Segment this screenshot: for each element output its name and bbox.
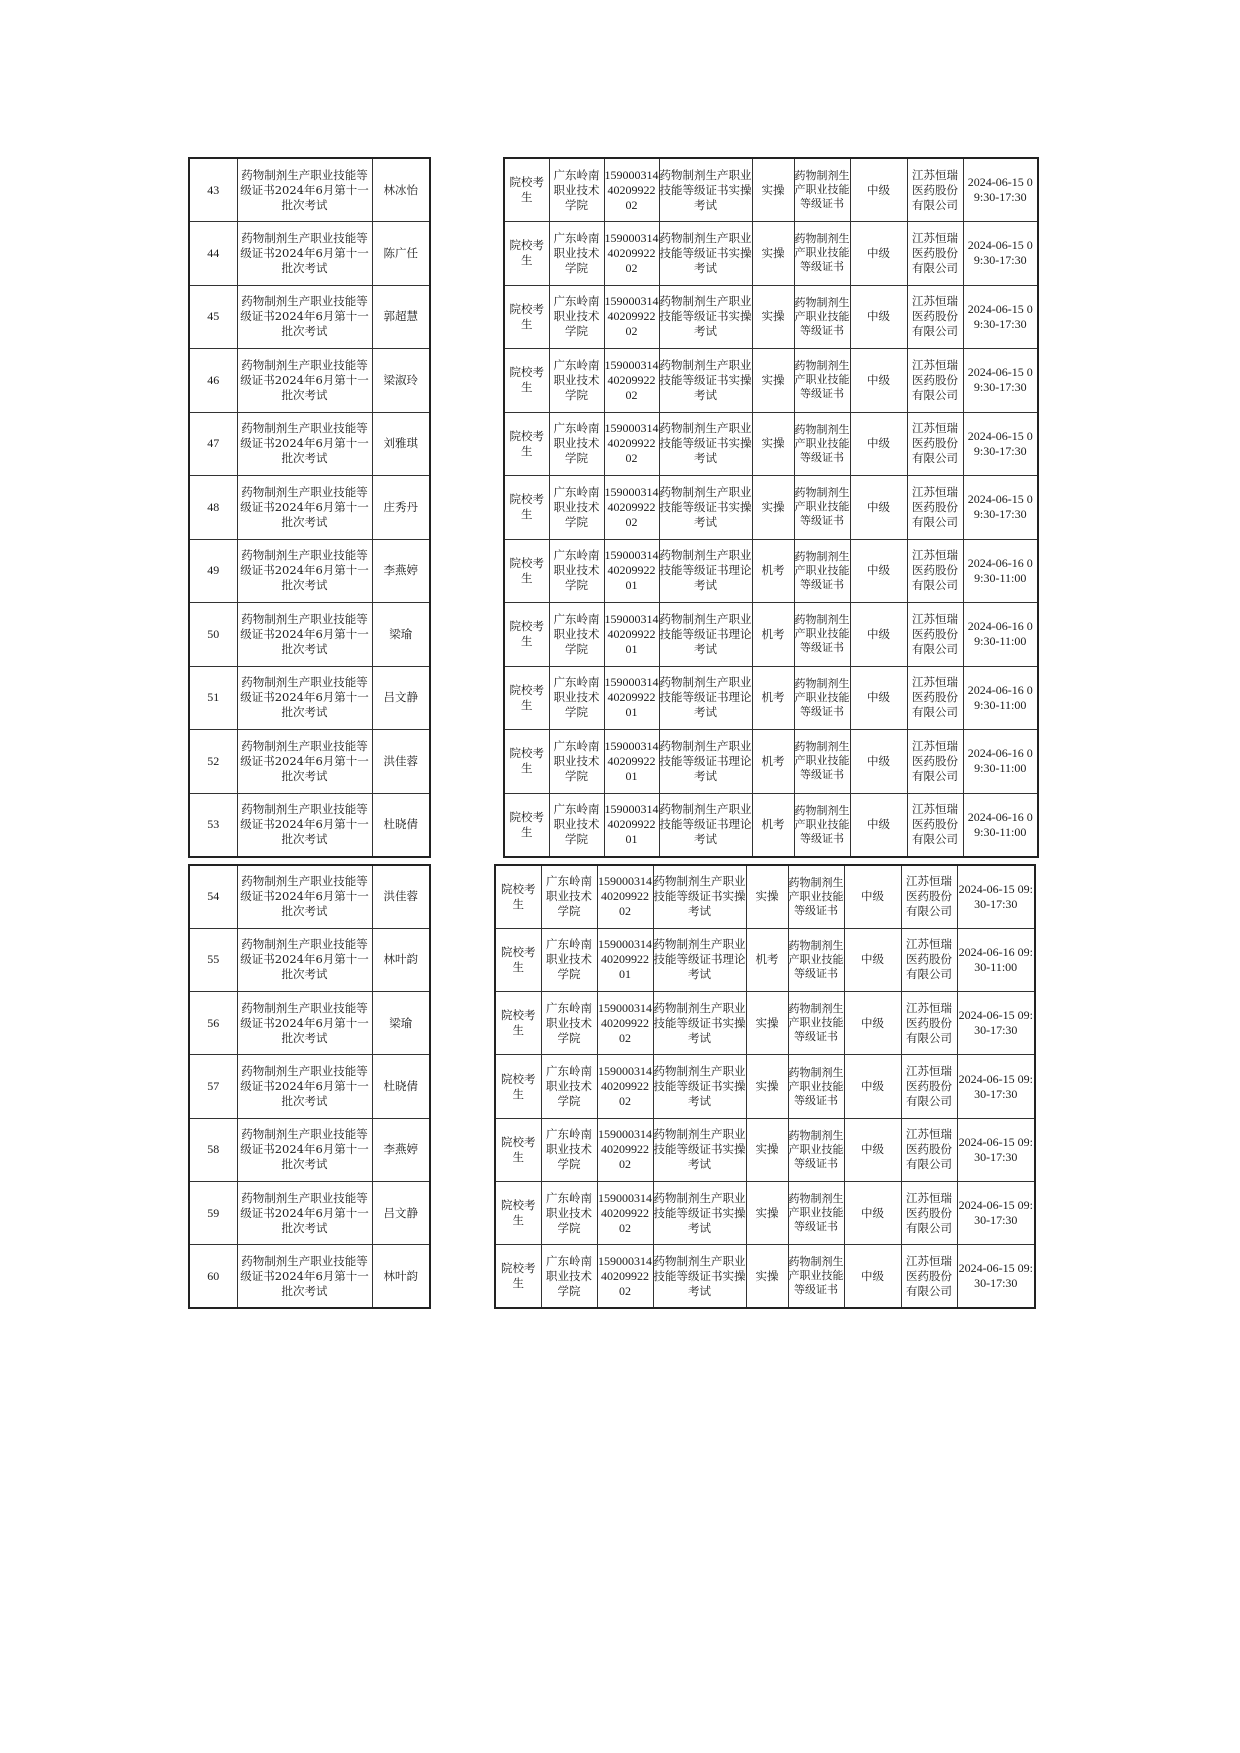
evaluation-organization: 江苏恒瑞医药股份有限公司 <box>901 992 957 1055</box>
candidate-name: 林叶韵 <box>372 928 430 991</box>
exam-subject: 药物制剂生产职业技能等级证书理论考试 <box>659 603 752 667</box>
school-name: 广东岭南职业技术学院 <box>541 928 597 991</box>
candidate-name: 杜晓倩 <box>372 793 430 857</box>
exam-mode: 机考 <box>752 793 794 857</box>
certificate-name: 药物制剂生产职业技能等级证书 <box>794 539 850 603</box>
candidate-name: 庄秀丹 <box>372 476 430 540</box>
table-row <box>189 158 430 222</box>
exam-mode: 机考 <box>746 928 788 991</box>
candidate-name: 杜晓倩 <box>372 1055 430 1118</box>
table-row <box>189 222 430 286</box>
evaluation-organization: 江苏恒瑞医药股份有限公司 <box>901 1181 957 1244</box>
exam-time: 2024-06-16 09:30-11:00 <box>963 666 1038 730</box>
certificate-level: 中级 <box>850 539 907 603</box>
table-row <box>189 1118 430 1181</box>
row-number: 52 <box>189 730 237 794</box>
school-name: 广东岭南职业技术学院 <box>549 222 604 286</box>
exam-batch-name: 药物制剂生产职业技能等级证书2024年6月第十一批次考试 <box>237 1245 372 1308</box>
exam-mode: 实操 <box>752 412 794 476</box>
candidate-type: 院校考生 <box>504 412 549 476</box>
table-row <box>189 349 430 413</box>
evaluation-organization: 江苏恒瑞医药股份有限公司 <box>907 158 963 222</box>
exam-time: 2024-06-15 09:30-17:30 <box>957 992 1035 1055</box>
certificate-level: 中级 <box>844 1118 901 1181</box>
exam-time: 2024-06-15 09:30-17:30 <box>963 476 1038 540</box>
evaluation-organization: 江苏恒瑞医药股份有限公司 <box>907 730 963 794</box>
exam-subject: 药物制剂生产职业技能等级证书实操考试 <box>659 222 752 286</box>
school-name: 广东岭南职业技术学院 <box>549 285 604 349</box>
row-number: 50 <box>189 603 237 667</box>
exam-time: 2024-06-16 09:30-11:00 <box>957 928 1035 991</box>
exam-batch-name: 药物制剂生产职业技能等级证书2024年6月第十一批次考试 <box>237 992 372 1055</box>
table-row <box>189 412 430 476</box>
school-name: 广东岭南职业技术学院 <box>549 412 604 476</box>
exam-subject: 药物制剂生产职业技能等级证书实操考试 <box>653 992 746 1055</box>
certificate-name: 药物制剂生产职业技能等级证书 <box>794 730 850 794</box>
exam-mode: 机考 <box>752 603 794 667</box>
table-body <box>189 158 430 857</box>
row-number: 46 <box>189 349 237 413</box>
exam-mode: 实操 <box>746 992 788 1055</box>
row-number: 53 <box>189 793 237 857</box>
exam-code: 15900031440209922 02 <box>604 476 659 540</box>
exam-mode: 实操 <box>746 1245 788 1308</box>
certificate-level: 中级 <box>850 793 907 857</box>
exam-batch-name: 药物制剂生产职业技能等级证书2024年6月第十一批次考试 <box>237 1055 372 1118</box>
certificate-level: 中级 <box>850 412 907 476</box>
evaluation-organization: 江苏恒瑞医药股份有限公司 <box>901 1118 957 1181</box>
exam-batch-name: 药物制剂生产职业技能等级证书2024年6月第十一批次考试 <box>237 476 372 540</box>
exam-code: 15900031440209922 02 <box>597 1118 653 1181</box>
candidate-type: 院校考生 <box>504 222 549 286</box>
table-row <box>504 349 1038 413</box>
exam-batch-name: 药物制剂生产职业技能等级证书2024年6月第十一批次考试 <box>237 349 372 413</box>
candidate-type: 院校考生 <box>504 793 549 857</box>
candidate-name: 梁淑玲 <box>372 349 430 413</box>
table-body <box>495 865 1035 1308</box>
school-name: 广东岭南职业技术学院 <box>541 865 597 928</box>
exam-batch-name: 药物制剂生产职业技能等级证书2024年6月第十一批次考试 <box>237 793 372 857</box>
candidate-name: 梁瑜 <box>372 603 430 667</box>
roster-table-right-block-1 <box>503 157 1039 858</box>
exam-batch-name: 药物制剂生产职业技能等级证书2024年6月第十一批次考试 <box>237 412 372 476</box>
candidate-type: 院校考生 <box>504 730 549 794</box>
certificate-name: 药物制剂生产职业技能等级证书 <box>794 222 850 286</box>
exam-time: 2024-06-15 09:30-17:30 <box>963 349 1038 413</box>
table-row <box>504 666 1038 730</box>
candidate-type: 院校考生 <box>504 539 549 603</box>
exam-mode: 实操 <box>752 349 794 413</box>
row-number: 59 <box>189 1181 237 1244</box>
evaluation-organization: 江苏恒瑞医药股份有限公司 <box>907 412 963 476</box>
exam-code: 15900031440209922 01 <box>604 539 659 603</box>
certificate-name: 药物制剂生产职业技能等级证书 <box>794 285 850 349</box>
table-row <box>189 1245 430 1308</box>
exam-batch-name: 药物制剂生产职业技能等级证书2024年6月第十一批次考试 <box>237 1181 372 1244</box>
table-row <box>504 730 1038 794</box>
exam-subject: 药物制剂生产职业技能等级证书实操考试 <box>659 285 752 349</box>
table-body <box>189 865 430 1308</box>
exam-subject: 药物制剂生产职业技能等级证书实操考试 <box>653 1118 746 1181</box>
roster-table-right-block-2 <box>494 864 1036 1309</box>
exam-batch-name: 药物制剂生产职业技能等级证书2024年6月第十一批次考试 <box>237 865 372 928</box>
candidate-type: 院校考生 <box>495 928 541 991</box>
exam-time: 2024-06-15 09:30-17:30 <box>963 222 1038 286</box>
exam-time: 2024-06-15 09:30-17:30 <box>957 865 1035 928</box>
table-row <box>504 539 1038 603</box>
evaluation-organization: 江苏恒瑞医药股份有限公司 <box>907 349 963 413</box>
evaluation-organization: 江苏恒瑞医药股份有限公司 <box>901 928 957 991</box>
candidate-name: 林冰怡 <box>372 158 430 222</box>
table-row <box>189 992 430 1055</box>
exam-batch-name: 药物制剂生产职业技能等级证书2024年6月第十一批次考试 <box>237 928 372 991</box>
evaluation-organization: 江苏恒瑞医药股份有限公司 <box>907 539 963 603</box>
exam-code: 15900031440209922 01 <box>604 793 659 857</box>
exam-subject: 药物制剂生产职业技能等级证书实操考试 <box>659 349 752 413</box>
certificate-level: 中级 <box>844 1245 901 1308</box>
candidate-type: 院校考生 <box>504 349 549 413</box>
exam-code: 15900031440209922 02 <box>604 349 659 413</box>
exam-time: 2024-06-16 09:30-11:00 <box>963 793 1038 857</box>
row-number: 51 <box>189 666 237 730</box>
certificate-level: 中级 <box>850 730 907 794</box>
candidate-type: 院校考生 <box>504 666 549 730</box>
certificate-level: 中级 <box>850 666 907 730</box>
table-row <box>189 1055 430 1118</box>
exam-batch-name: 药物制剂生产职业技能等级证书2024年6月第十一批次考试 <box>237 603 372 667</box>
exam-code: 15900031440209922 02 <box>604 158 659 222</box>
table-row <box>189 928 430 991</box>
certificate-level: 中级 <box>850 158 907 222</box>
certificate-name: 药物制剂生产职业技能等级证书 <box>788 1118 844 1181</box>
table-body <box>504 158 1038 857</box>
exam-time: 2024-06-16 09:30-11:00 <box>963 603 1038 667</box>
table-row <box>504 476 1038 540</box>
table-row <box>495 928 1035 991</box>
evaluation-organization: 江苏恒瑞医药股份有限公司 <box>907 222 963 286</box>
exam-code: 15900031440209922 02 <box>597 865 653 928</box>
exam-subject: 药物制剂生产职业技能等级证书理论考试 <box>659 666 752 730</box>
candidate-name: 李燕婷 <box>372 539 430 603</box>
table-row <box>504 285 1038 349</box>
exam-subject: 药物制剂生产职业技能等级证书理论考试 <box>653 928 746 991</box>
candidate-type: 院校考生 <box>504 285 549 349</box>
certificate-name: 药物制剂生产职业技能等级证书 <box>788 1245 844 1308</box>
school-name: 广东岭南职业技术学院 <box>549 730 604 794</box>
exam-subject: 药物制剂生产职业技能等级证书实操考试 <box>653 1055 746 1118</box>
table-row <box>495 992 1035 1055</box>
exam-time: 2024-06-15 09:30-17:30 <box>957 1245 1035 1308</box>
certificate-name: 药物制剂生产职业技能等级证书 <box>788 1181 844 1244</box>
candidate-type: 院校考生 <box>504 476 549 540</box>
exam-code: 15900031440209922 02 <box>597 1181 653 1244</box>
candidate-type: 院校考生 <box>504 158 549 222</box>
exam-batch-name: 药物制剂生产职业技能等级证书2024年6月第十一批次考试 <box>237 158 372 222</box>
certificate-name: 药物制剂生产职业技能等级证书 <box>794 158 850 222</box>
exam-code: 15900031440209922 01 <box>604 603 659 667</box>
certificate-level: 中级 <box>850 222 907 286</box>
exam-subject: 药物制剂生产职业技能等级证书理论考试 <box>659 539 752 603</box>
exam-batch-name: 药物制剂生产职业技能等级证书2024年6月第十一批次考试 <box>237 285 372 349</box>
school-name: 广东岭南职业技术学院 <box>549 349 604 413</box>
certificate-level: 中级 <box>850 476 907 540</box>
certificate-name: 药物制剂生产职业技能等级证书 <box>788 992 844 1055</box>
certificate-level: 中级 <box>850 349 907 413</box>
row-number: 60 <box>189 1245 237 1308</box>
candidate-name: 李燕婷 <box>372 1118 430 1181</box>
exam-mode: 实操 <box>746 1118 788 1181</box>
row-number: 49 <box>189 539 237 603</box>
table-row <box>189 730 430 794</box>
exam-mode: 实操 <box>746 1181 788 1244</box>
evaluation-organization: 江苏恒瑞医药股份有限公司 <box>901 865 957 928</box>
candidate-name: 吕文静 <box>372 666 430 730</box>
exam-subject: 药物制剂生产职业技能等级证书理论考试 <box>659 793 752 857</box>
table-row <box>189 793 430 857</box>
certificate-level: 中级 <box>844 1181 901 1244</box>
exam-time: 2024-06-16 09:30-11:00 <box>963 730 1038 794</box>
exam-code: 15900031440209922 02 <box>604 412 659 476</box>
exam-subject: 药物制剂生产职业技能等级证书实操考试 <box>653 865 746 928</box>
exam-code: 15900031440209922 01 <box>597 928 653 991</box>
school-name: 广东岭南职业技术学院 <box>549 603 604 667</box>
table-row <box>504 603 1038 667</box>
evaluation-organization: 江苏恒瑞医药股份有限公司 <box>907 793 963 857</box>
table-row <box>495 865 1035 928</box>
exam-subject: 药物制剂生产职业技能等级证书实操考试 <box>653 1181 746 1244</box>
exam-mode: 实操 <box>746 865 788 928</box>
exam-time: 2024-06-15 09:30-17:30 <box>957 1118 1035 1181</box>
certificate-name: 药物制剂生产职业技能等级证书 <box>788 1055 844 1118</box>
candidate-type: 院校考生 <box>495 1245 541 1308</box>
row-number: 56 <box>189 992 237 1055</box>
certificate-level: 中级 <box>844 992 901 1055</box>
school-name: 广东岭南职业技术学院 <box>541 992 597 1055</box>
school-name: 广东岭南职业技术学院 <box>541 1055 597 1118</box>
table-row <box>189 285 430 349</box>
exam-code: 15900031440209922 02 <box>604 222 659 286</box>
exam-code: 15900031440209922 02 <box>597 1245 653 1308</box>
candidate-name: 陈广任 <box>372 222 430 286</box>
certificate-name: 药物制剂生产职业技能等级证书 <box>794 666 850 730</box>
exam-mode: 实操 <box>746 1055 788 1118</box>
certificate-name: 药物制剂生产职业技能等级证书 <box>794 793 850 857</box>
exam-mode: 机考 <box>752 666 794 730</box>
table-row <box>504 158 1038 222</box>
exam-subject: 药物制剂生产职业技能等级证书理论考试 <box>659 730 752 794</box>
exam-time: 2024-06-15 09:30-17:30 <box>963 158 1038 222</box>
school-name: 广东岭南职业技术学院 <box>549 158 604 222</box>
exam-time: 2024-06-15 09:30-17:30 <box>963 412 1038 476</box>
row-number: 54 <box>189 865 237 928</box>
table-row <box>189 539 430 603</box>
candidate-name: 梁瑜 <box>372 992 430 1055</box>
exam-time: 2024-06-15 09:30-17:30 <box>963 285 1038 349</box>
certificate-level: 中级 <box>850 285 907 349</box>
candidate-type: 院校考生 <box>504 603 549 667</box>
roster-table-left-block-1 <box>188 157 431 858</box>
table-row <box>495 1055 1035 1118</box>
candidate-type: 院校考生 <box>495 992 541 1055</box>
school-name: 广东岭南职业技术学院 <box>541 1118 597 1181</box>
evaluation-organization: 江苏恒瑞医药股份有限公司 <box>907 603 963 667</box>
candidate-name: 林叶韵 <box>372 1245 430 1308</box>
certificate-name: 药物制剂生产职业技能等级证书 <box>788 928 844 991</box>
school-name: 广东岭南职业技术学院 <box>541 1181 597 1244</box>
table-row <box>495 1118 1035 1181</box>
row-number: 47 <box>189 412 237 476</box>
candidate-name: 郭超慧 <box>372 285 430 349</box>
certificate-name: 药物制剂生产职业技能等级证书 <box>794 476 850 540</box>
candidate-type: 院校考生 <box>495 1055 541 1118</box>
table-row <box>189 666 430 730</box>
table-row <box>504 222 1038 286</box>
row-number: 43 <box>189 158 237 222</box>
exam-batch-name: 药物制剂生产职业技能等级证书2024年6月第十一批次考试 <box>237 222 372 286</box>
table-row <box>495 1245 1035 1308</box>
exam-code: 15900031440209922 01 <box>604 730 659 794</box>
candidate-name: 刘雅琪 <box>372 412 430 476</box>
table-row <box>189 603 430 667</box>
exam-time: 2024-06-16 09:30-11:00 <box>963 539 1038 603</box>
evaluation-organization: 江苏恒瑞医药股份有限公司 <box>907 666 963 730</box>
row-number: 55 <box>189 928 237 991</box>
exam-time: 2024-06-15 09:30-17:30 <box>957 1055 1035 1118</box>
exam-mode: 机考 <box>752 539 794 603</box>
exam-mode: 实操 <box>752 158 794 222</box>
certificate-name: 药物制剂生产职业技能等级证书 <box>794 603 850 667</box>
certificate-name: 药物制剂生产职业技能等级证书 <box>794 412 850 476</box>
certificate-level: 中级 <box>844 928 901 991</box>
roster-table-left-block-2 <box>188 864 431 1309</box>
exam-code: 15900031440209922 02 <box>604 285 659 349</box>
exam-mode: 实操 <box>752 476 794 540</box>
candidate-name: 洪佳蓉 <box>372 730 430 794</box>
candidate-type: 院校考生 <box>495 865 541 928</box>
candidate-name: 吕文静 <box>372 1181 430 1244</box>
table-row <box>189 476 430 540</box>
exam-batch-name: 药物制剂生产职业技能等级证书2024年6月第十一批次考试 <box>237 730 372 794</box>
row-number: 58 <box>189 1118 237 1181</box>
certificate-level: 中级 <box>844 1055 901 1118</box>
row-number: 57 <box>189 1055 237 1118</box>
certificate-level: 中级 <box>844 865 901 928</box>
row-number: 44 <box>189 222 237 286</box>
evaluation-organization: 江苏恒瑞医药股份有限公司 <box>901 1245 957 1308</box>
school-name: 广东岭南职业技术学院 <box>549 539 604 603</box>
exam-subject: 药物制剂生产职业技能等级证书实操考试 <box>659 412 752 476</box>
evaluation-organization: 江苏恒瑞医药股份有限公司 <box>901 1055 957 1118</box>
row-number: 48 <box>189 476 237 540</box>
exam-time: 2024-06-15 09:30-17:30 <box>957 1181 1035 1244</box>
exam-batch-name: 药物制剂生产职业技能等级证书2024年6月第十一批次考试 <box>237 666 372 730</box>
table-row <box>495 1181 1035 1244</box>
candidate-type: 院校考生 <box>495 1118 541 1181</box>
exam-mode: 机考 <box>752 730 794 794</box>
exam-subject: 药物制剂生产职业技能等级证书实操考试 <box>653 1245 746 1308</box>
candidate-type: 院校考生 <box>495 1181 541 1244</box>
school-name: 广东岭南职业技术学院 <box>549 476 604 540</box>
school-name: 广东岭南职业技术学院 <box>549 666 604 730</box>
evaluation-organization: 江苏恒瑞医药股份有限公司 <box>907 285 963 349</box>
table-row <box>189 1181 430 1244</box>
row-number: 45 <box>189 285 237 349</box>
exam-code: 15900031440209922 02 <box>597 1055 653 1118</box>
table-row <box>504 412 1038 476</box>
table-row <box>189 865 430 928</box>
exam-batch-name: 药物制剂生产职业技能等级证书2024年6月第十一批次考试 <box>237 539 372 603</box>
exam-batch-name: 药物制剂生产职业技能等级证书2024年6月第十一批次考试 <box>237 1118 372 1181</box>
exam-subject: 药物制剂生产职业技能等级证书实操考试 <box>659 476 752 540</box>
evaluation-organization: 江苏恒瑞医药股份有限公司 <box>907 476 963 540</box>
certificate-name: 药物制剂生产职业技能等级证书 <box>788 865 844 928</box>
exam-code: 15900031440209922 01 <box>604 666 659 730</box>
exam-code: 15900031440209922 02 <box>597 992 653 1055</box>
school-name: 广东岭南职业技术学院 <box>549 793 604 857</box>
table-row <box>504 793 1038 857</box>
exam-mode: 实操 <box>752 222 794 286</box>
exam-subject: 药物制剂生产职业技能等级证书实操考试 <box>659 158 752 222</box>
exam-mode: 实操 <box>752 285 794 349</box>
certificate-name: 药物制剂生产职业技能等级证书 <box>794 349 850 413</box>
school-name: 广东岭南职业技术学院 <box>541 1245 597 1308</box>
candidate-name: 洪佳蓉 <box>372 865 430 928</box>
certificate-level: 中级 <box>850 603 907 667</box>
